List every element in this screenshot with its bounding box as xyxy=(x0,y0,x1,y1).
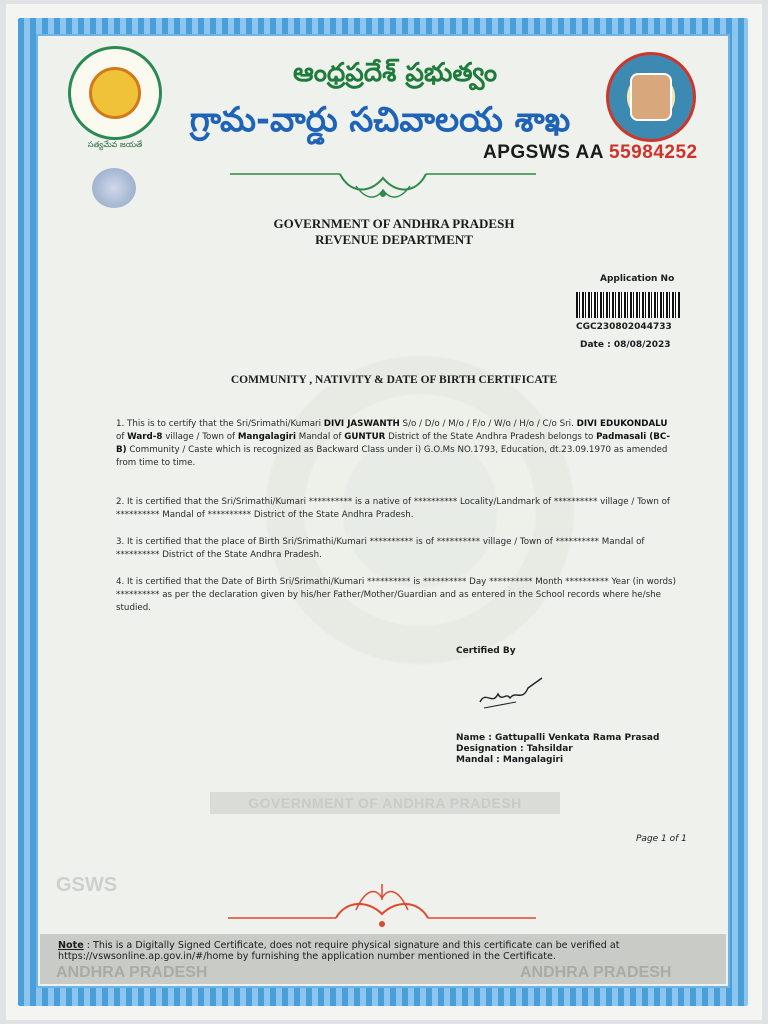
gsws-watermark: GSWS xyxy=(56,874,118,896)
certificate-serial xyxy=(483,142,698,164)
page-number: Page 1 of 1 xyxy=(636,834,687,844)
ornament-divider-bottom xyxy=(228,880,536,936)
certificate-paragraph-2: 2. It is certified that the Sri/Srimathi/Kumari ********** is a native of ********** Locality/Landmark of ********** village / Town of ********** Mandal of ********** District of the State Andhra Pradesh. xyxy=(116,497,670,520)
ornament-divider-top xyxy=(230,164,536,204)
certificate-paragraph-3: 3. It is certified that the place of Birth Sri/Srimathi/Kumari ********** is of ********** village / Town of ********** Mandal of ********** District of the State Andhra Pradesh. xyxy=(116,537,645,560)
issue-date: Date : 08/08/2023 xyxy=(580,340,671,350)
mandal: Mangalagiri xyxy=(237,432,296,442)
certified-by-label: Certified By xyxy=(456,646,516,656)
signatory-designation: Designation : Tahsildar xyxy=(456,744,573,754)
signature xyxy=(476,672,546,712)
signatory-mandal: Mandal : Mangalagiri xyxy=(456,755,564,765)
certificate-paragraph-1: 1. This is to certify that the Sri/Srimathi/Kumari DIVI JASWANTH S/o / D/o / M/o / F/o / W/o / H/o / C/o Sri. DIVI EDUKONDALU of Ward-8 village / Town of Mangalagiri Mandal of GUNTUR District of the State Andhra Pradesh belongs to Padmasali (BC-B) Community / Caste which is recognized as Backward Class under i) G.O.Ms NO.1793, Education, dt.23.09.1970 as amended from time to time. xyxy=(116,419,671,468)
andhra-pradesh-watermark-right: ANDHRA PRADESH xyxy=(520,964,672,981)
andhra-pradesh-watermark-left: ANDHRA PRADESH xyxy=(56,964,208,981)
community: Padmasali (BC-B) xyxy=(116,432,671,455)
note-label: Note xyxy=(58,940,84,951)
serial-prefix: APGSWS AA xyxy=(483,142,604,163)
district: GUNTUR xyxy=(344,432,386,442)
verification-note xyxy=(58,940,718,962)
certificate-title: COMMUNITY , NATIVITY & DATE OF BIRTH CERTIFICATE xyxy=(230,374,558,386)
note-text: : This is a Digitally Signed Certificate, does not require physical signature and this certificate can be verified at https://vswsonline.ap.gov.in/#/home by furnishing the application number mentioned in the Certificate. xyxy=(58,940,620,962)
signatory-details xyxy=(456,733,659,766)
government-name: GOVERNMENT OF ANDHRA PRADESH xyxy=(273,216,515,231)
government-heading xyxy=(200,216,588,248)
chief-minister-photo-seal xyxy=(606,52,696,142)
parent-name: DIVI EDUKONDALU xyxy=(576,419,668,429)
application-number: CGC230802044733 xyxy=(576,322,672,332)
state-emblem-logo xyxy=(68,46,162,140)
barcode xyxy=(576,292,680,318)
hologram-sticker xyxy=(92,168,136,208)
state-government-title-telugu: ఆంధ్రప్రదేశ్ ప్రభుత్వం xyxy=(292,58,498,88)
ward: Ward-8 xyxy=(127,432,163,442)
certificate-paragraph-4: 4. It is certified that the Date of Birth Sri/Srimathi/Kumari ********** is ********** Day ********** Month ********** Year (in words) ********** as per the declaration given by his/her Father/Mother/Guardian and as entered in the School records where he/she studied. xyxy=(116,577,676,613)
application-number-label: Application No xyxy=(600,274,675,284)
emblem-caption: సత్యమేవ జయతే xyxy=(87,140,143,149)
department-name: REVENUE DEPARTMENT xyxy=(315,232,473,247)
department-title-telugu: గ్రామ-వార్డు సచివాలయ శాఖ xyxy=(189,100,571,140)
signatory-name: Name : Gattupalli Venkata Rama Prasad xyxy=(456,733,660,743)
serial-number: 55984252 xyxy=(609,142,698,163)
government-watermark-band: GOVERNMENT OF ANDHRA PRADESH xyxy=(210,792,560,814)
holder-name: DIVI JASWANTH xyxy=(323,419,400,429)
